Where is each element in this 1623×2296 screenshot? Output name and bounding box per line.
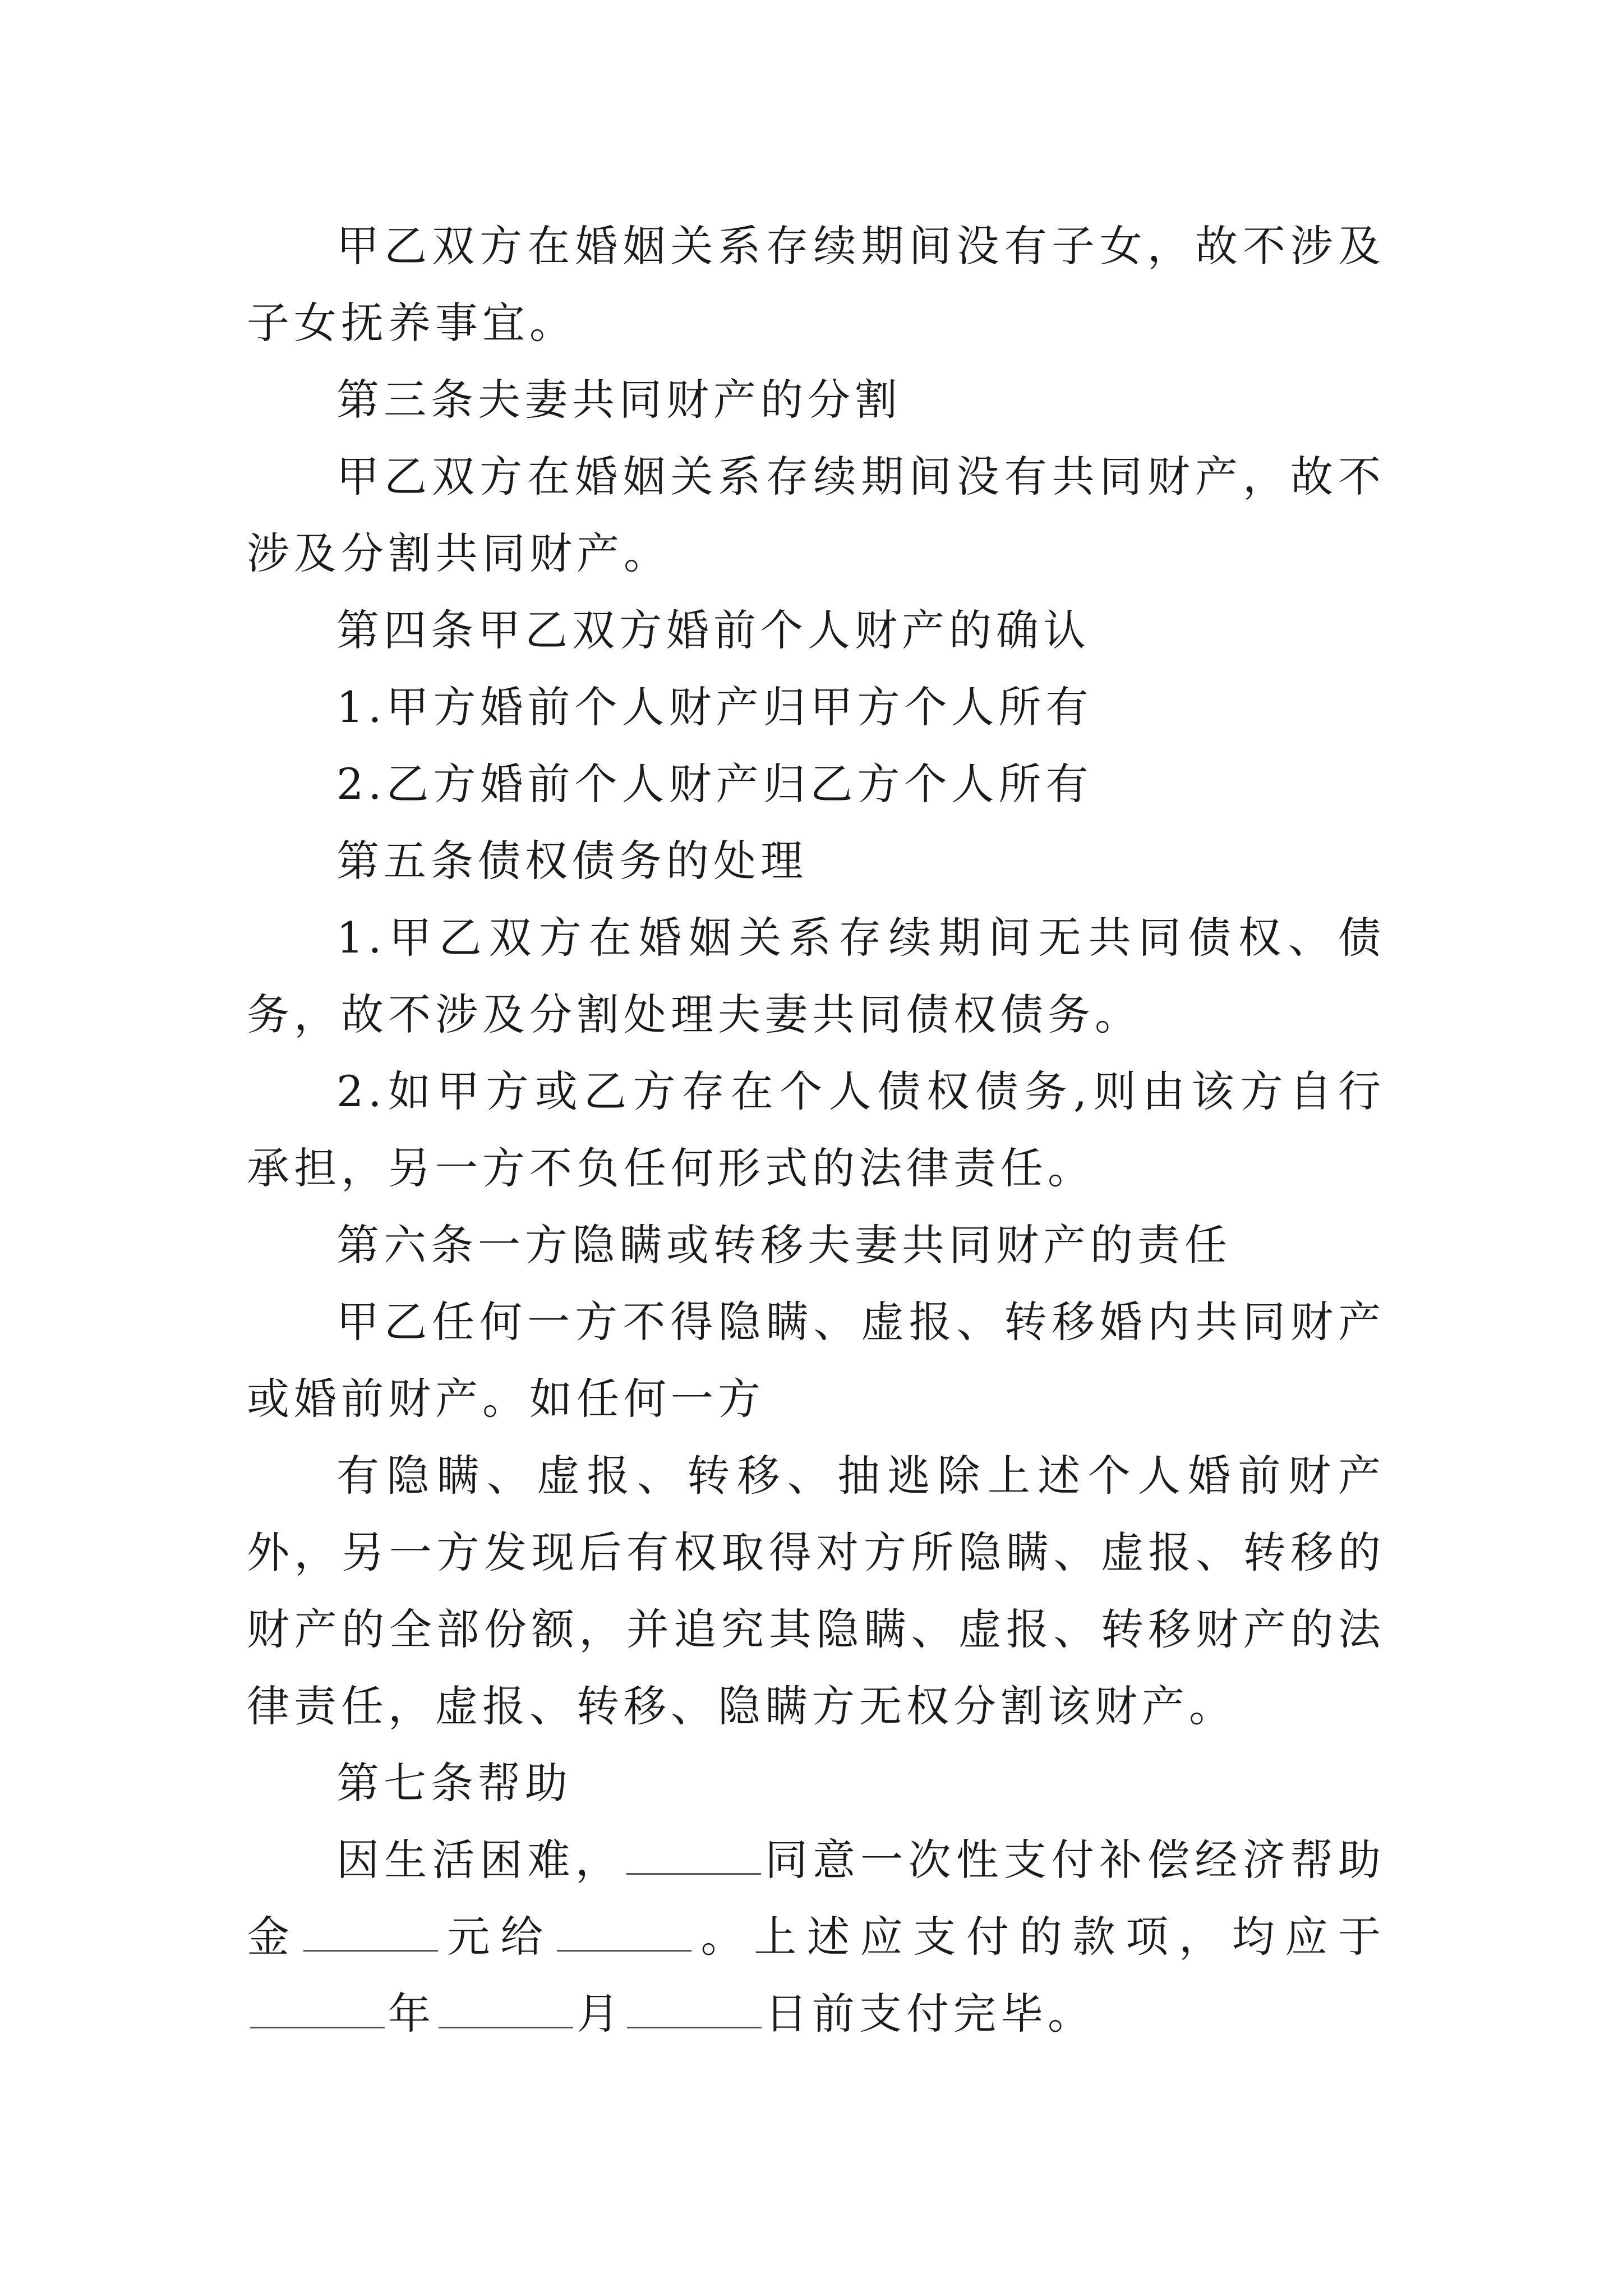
assistance-text-1: 因生活困难， [336,1835,623,1885]
paragraph-party-b-property: 2.乙方婚前个人财产归乙方个人所有 [336,759,1093,809]
assistance-text-year: 年 [388,1989,435,2039]
blank-party-field[interactable] [626,1839,761,1875]
blank-month-field[interactable] [439,1993,573,2028]
article-4-heading: 第四条甲乙双方婚前个人财产的确认 [336,605,1090,655]
paragraph-children: 甲乙双方在婚姻关系存续期间没有子女，故不涉及子女抚养事宜。 [247,221,1385,348]
blank-amount-field[interactable] [303,1916,438,1952]
article-3-heading: 第三条夫妻共同财产的分割 [336,375,902,425]
blank-year-field[interactable] [250,1993,385,2028]
article-7-heading: 第七条帮助 [336,1758,572,1808]
assistance-text-month: 月 [577,1989,624,2039]
assistance-text-2: 同意一次性支付补偿经济帮助金 [247,1835,1386,1962]
paragraph-party-a-property: 1.甲方婚前个人财产归甲方个人所有 [336,682,1093,732]
article-6-heading: 第六条一方隐瞒或转移夫妻共同财产的责任 [336,1220,1232,1270]
document-body [247,208,1385,2052]
paragraph-joint-debts: 1.甲乙双方在婚姻关系存续期间无共同债权、债务，故不涉及分割处理夫妻共同债权债务。 [247,913,1385,1039]
assistance-text-3: 元给 [441,1912,554,1962]
blank-recipient-field[interactable] [557,1916,691,1952]
blank-day-field[interactable] [627,1993,762,2028]
paragraph-assistance [247,1821,1385,2052]
assistance-text-day: 日前支付完毕。 [765,1989,1095,2039]
paragraph-concealment-1: 甲乙任何一方不得隐瞒、虚报、转移婚内共同财产或婚前财产。如任何一方 [247,1297,1385,1424]
article-5-heading: 第五条债权债务的处理 [336,836,808,886]
paragraph-joint-property: 甲乙双方在婚姻关系存续期间没有共同财产，故不涉及分割共同财产。 [247,452,1385,578]
paragraph-concealment-2: 有隐瞒、虚报、转移、抽逃除上述个人婚前财产外，另一方发现后有权取得对方所隐瞒、虚报、转移的财产的全部份额，并追究其隐瞒、虚报、转移财产的法律责任，虚报、转移、隐瞒方无权分割该财产。 [247,1451,1385,1731]
assistance-text-4: 。上述应支付的款项，均应于 [694,1912,1386,1962]
paragraph-personal-debts: 2.如甲方或乙方存在个人债权债务,则由该方自行承担，另一方不负任何形式的法律责任。 [247,1066,1385,1193]
